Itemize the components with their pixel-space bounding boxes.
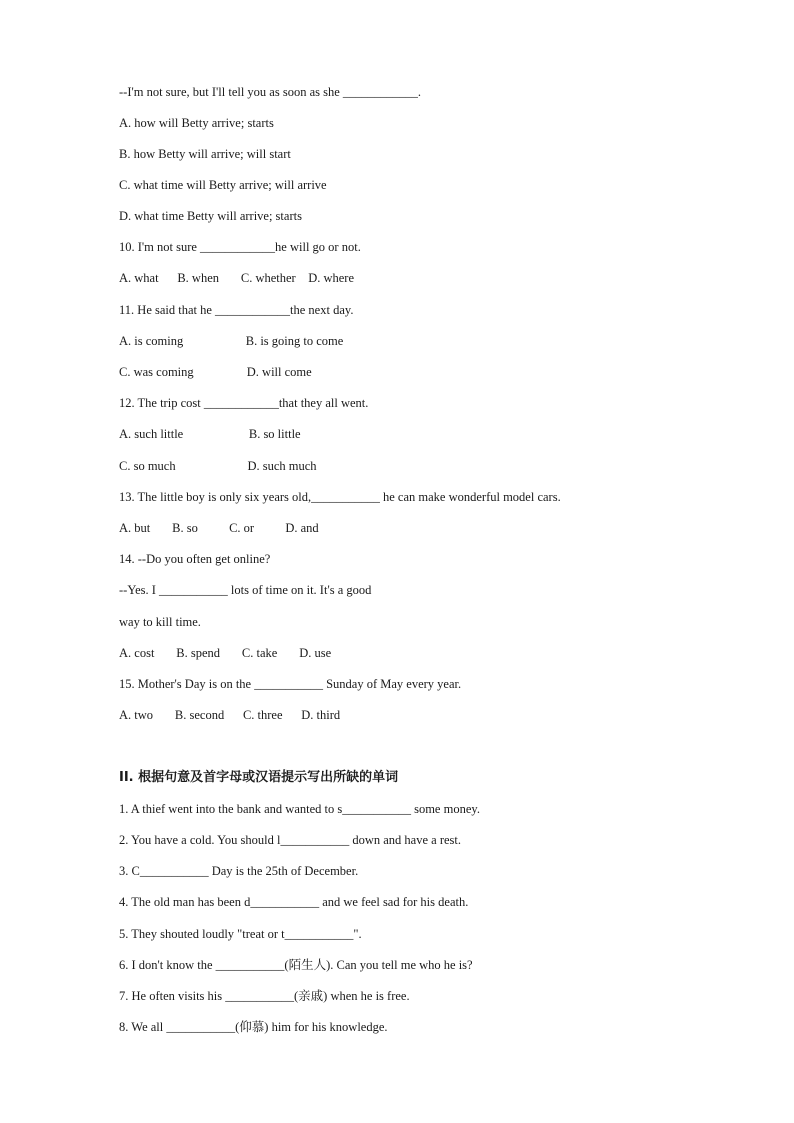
options-10: A. what B. when C. whether D. where xyxy=(119,271,355,285)
question-12: 12. The trip cost ____________that they all went. xyxy=(119,396,369,410)
fill-in-6: 6. I don't know the ___________(陌生人). Can you tell me who he is? xyxy=(119,958,473,972)
question-13: 13. The little boy is only six years old,___________ he can make wonderful model cars. xyxy=(119,490,561,504)
question-11: 11. He said that he ____________the next day. xyxy=(119,303,354,317)
question-10: 10. I'm not sure ____________he will go or not. xyxy=(119,240,361,254)
question-14-reply: --Yes. I ___________ lots of time on it. It's a good xyxy=(119,583,372,597)
section-2-heading: II. 根据句意及首字母或汉语提示写出所缺的单词 xyxy=(119,770,399,785)
options-14: A. cost B. spend C. take D. use xyxy=(119,646,332,660)
options-11-cd: C. was coming D. will come xyxy=(119,365,312,379)
options-12-cd: C. so much D. such much xyxy=(119,459,317,473)
fill-in-7: 7. He often visits his ___________(亲戚) when he is free. xyxy=(119,989,410,1003)
options-11-ab: A. is coming B. is going to come xyxy=(119,334,344,348)
option-line: C. what time will Betty arrive; will arrive xyxy=(119,178,327,192)
option-line: D. what time Betty will arrive; starts xyxy=(119,209,302,223)
options-13: A. but B. so C. or D. and xyxy=(119,521,319,535)
question-9-reply-line: --I'm not sure, but I'll tell you as soon as she ____________. xyxy=(119,85,422,99)
question-14: 14. --Do you often get online? xyxy=(119,552,271,566)
options-12-ab: A. such little B. so little xyxy=(119,427,301,441)
fill-in-5: 5. They shouted loudly "treat or t___________". xyxy=(119,927,362,941)
question-14-reply-cont: way to kill time. xyxy=(119,615,201,629)
option-line: B. how Betty will arrive; will start xyxy=(119,147,291,161)
option-line: A. how will Betty arrive; starts xyxy=(119,116,274,130)
question-15: 15. Mother's Day is on the ___________ Sunday of May every year. xyxy=(119,677,462,691)
fill-in-4: 4. The old man has been d___________ and we feel sad for his death. xyxy=(119,895,469,909)
fill-in-2: 2. You have a cold. You should l___________ down and have a rest. xyxy=(119,833,461,847)
fill-in-1: 1. A thief went into the bank and wanted to s___________ some money. xyxy=(119,802,480,816)
fill-in-8: 8. We all ___________(仰慕) him for his knowledge. xyxy=(119,1020,388,1034)
options-15: A. two B. second C. three D. third xyxy=(119,708,341,722)
fill-in-3: 3. C___________ Day is the 25th of December. xyxy=(119,864,359,878)
